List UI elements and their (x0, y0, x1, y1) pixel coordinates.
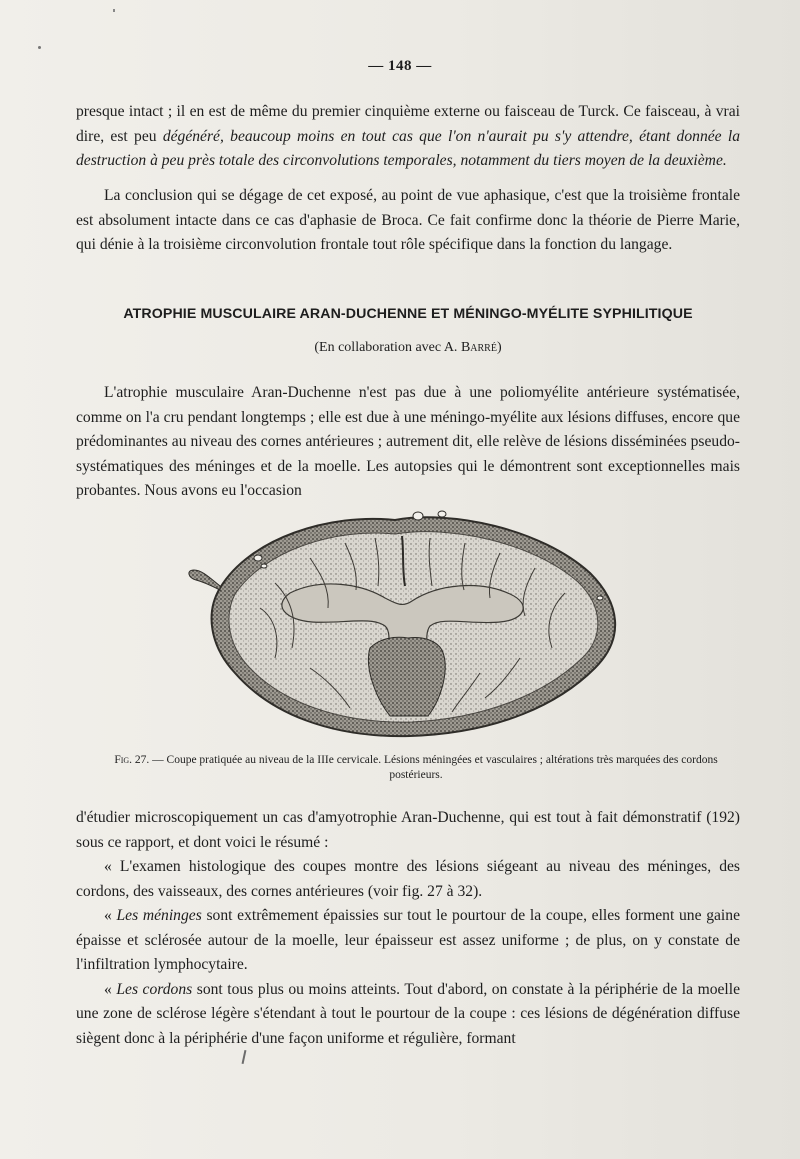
paragraph-text: presque intact ; il en est de même du premier cinquième externe ou faisceau de Turck. Ce faisceau, à vrai dire, est peu (76, 103, 740, 145)
collab-suffix: ) (496, 340, 502, 355)
body-continuation (76, 806, 740, 1051)
section-title: ATROPHIE MUSCULAIRE ARAN-DUCHENNE ET MÉNINGO-MYÉLITE SYPHILITIQUE (123, 306, 693, 322)
italic-term: Les cordons (116, 980, 193, 998)
spinal-cord-drawing (180, 498, 630, 748)
italic-term: Les méninges (116, 907, 202, 924)
paragraph-conclusion: La conclusion qui se dégage de cet exposé, au point de vue aphasique, c'est que la troisième frontale est absolument intacte dans ce cas d'aphasie de Broca. Ce fait confirme donc la théorie de Pierre Marie, qui dénie à la troisième circonvolution frontale tout rôle spécifique dans la fonction du langage. (76, 187, 740, 253)
collab-name: Barré (460, 340, 497, 355)
paragraph-intro: L'atrophie musculaire Aran-Duchenne n'est pas due à une poliomyélite antérieure systématisée, comme on l'a cru pendant longtemps ; elle est due à une méningo-myélite aux lésions diffuses, encore que prédominantes au niveau des cornes antérieures ; autrement dit, elle relève de lésions disséminées pseudo-systématiques des méninges et de la moelle. Les autopsies qui le démontrent sont exceptionnelles mais probantes. Nous avons eu l'occasion (76, 384, 740, 499)
figure-caption (96, 753, 736, 783)
paragraph-quote-meninges (76, 904, 740, 978)
paragraph-quote-cordons (76, 978, 740, 1052)
figure-caption-text: — Coupe pratiquée au niveau de la IIIe cervicale. Lésions méningées et vasculaires ; altérations très marquées des cordons postérieurs. (149, 754, 718, 781)
paragraph-case: d'étudier microscopiquement un cas d'amyotrophie Aran-Duchenne, qui est tout à fait démonstratif (192) sous ce rapport, et dont voici le résumé : (76, 809, 740, 851)
quote-mark: « (104, 907, 117, 924)
scan-speck (113, 9, 115, 12)
paragraph-italic-text: dégénéré, beaucoup moins en tout cas que l'on n'aurait pu s'y attendre, étant donnée la destruction à peu près totale des circonvolutions temporales, notamment du tiers moyen de la deuxième. (76, 127, 740, 169)
paragraph-continuation (76, 100, 740, 174)
spinal-cord-section-illustration (180, 498, 630, 748)
scan-speck (38, 46, 41, 49)
page-number: — 148 — (368, 58, 432, 74)
figure-label: Fig. 27. (114, 754, 150, 766)
paragraph-text: sont extrêmement épaissies sur tout le pourtour de la coupe, elles forment une gaine épaisse et sclérosée autour de la moelle, leur épaisseur est assez uniforme ; de plus, on y constate de l'infiltration lymphocytaire. (76, 907, 740, 973)
collaboration-note (76, 340, 740, 356)
scan-mark (242, 1050, 247, 1064)
paragraph-text: sont tous plus ou moins atteints. Tout d'abord, on constate à la périphérie de la moelle une zone de sclérose légère s'étendant à tout le pourtour de la coupe : ces lésions de dégénération diffuse siègent donc à la périphérie d'une façon uniforme et régulière, formant (76, 980, 740, 1047)
collab-prefix: (En collaboration avec A. (314, 340, 461, 355)
paragraph-quote-exam: « L'examen histologique des coupes montre des lésions siégeant au niveau des méninges, des cordons, des vaisseaux, des cornes antérieures (voir fig. 27 à 32). (76, 858, 740, 900)
quote-mark: « (104, 980, 117, 998)
